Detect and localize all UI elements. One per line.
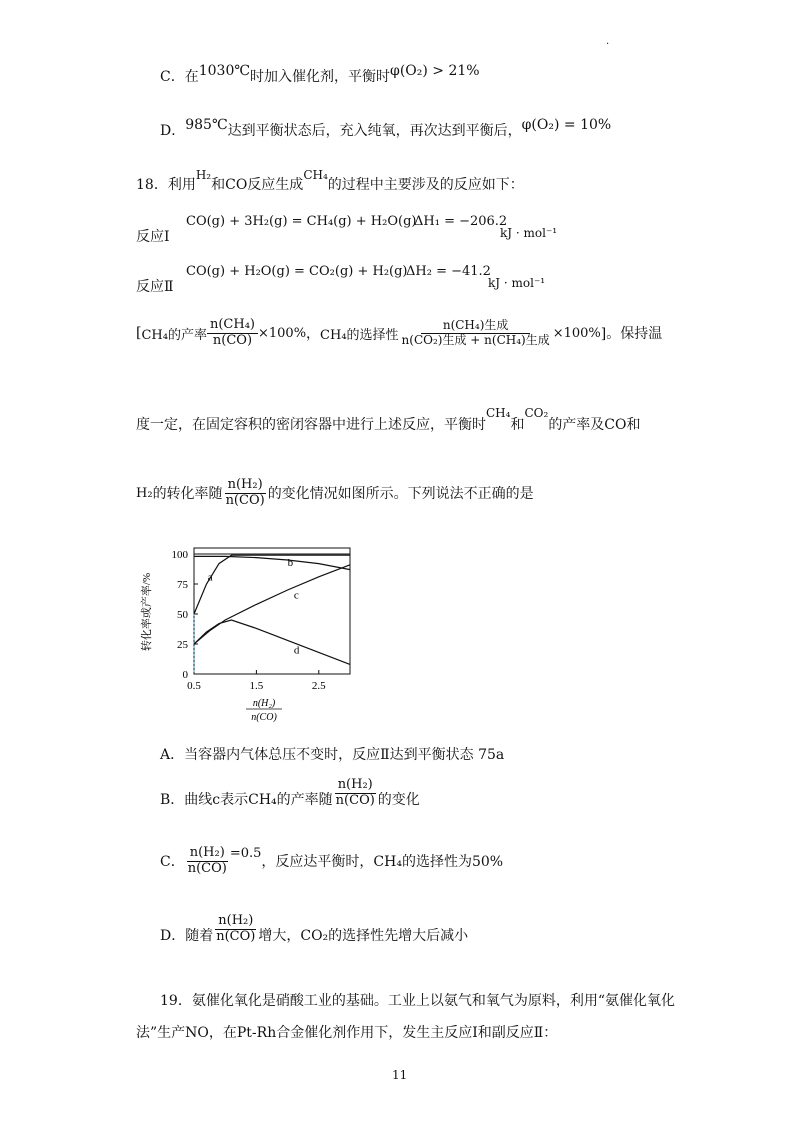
- q18-text2: 的过程中主要涉及的反应如下：: [327, 177, 524, 193]
- curves: [194, 555, 350, 664]
- y-tick-label: 100: [171, 549, 188, 561]
- reaction-2-label: 反应Ⅱ: [136, 279, 174, 295]
- option-c18-num: n(H₂): [187, 846, 228, 862]
- curve-label-b: b: [287, 557, 294, 569]
- option-d18-fraction: [213, 914, 258, 945]
- curve-c: [194, 565, 350, 644]
- y-tick-label: 25: [177, 639, 188, 651]
- option-d18-num: n(H₂): [215, 914, 256, 930]
- option-c18-label: C．: [160, 854, 185, 871]
- x-axis-ticks: [187, 670, 326, 692]
- page-mark: .: [606, 36, 610, 47]
- y-tick-label: 75: [177, 579, 188, 591]
- line2-ch4: CH₄: [486, 406, 511, 420]
- yield-numerator: n(CH₄): [207, 318, 258, 334]
- selectivity-times: ×100%: [552, 325, 601, 341]
- line3-fraction: [223, 478, 268, 509]
- def-close: ]。保持温: [600, 326, 663, 343]
- ch4-selectivity-fraction: [399, 319, 553, 348]
- option-d-temp: 985℃: [185, 117, 228, 133]
- h2-formula: H₂: [195, 168, 212, 182]
- q18-intro: [136, 168, 524, 194]
- option-a: A．当容器内气体总压不变时，反应Ⅱ达到平衡状态 75a: [160, 747, 505, 763]
- line2-and: 和: [510, 417, 525, 433]
- option-b: [160, 778, 420, 809]
- selectivity-denominator: n(CO₂)生成 + n(CH₄)生成: [401, 332, 550, 347]
- page-number: 11: [392, 1068, 408, 1082]
- ch4-formula: CH₄: [303, 168, 328, 182]
- x-tick-label: 1.5: [249, 680, 264, 692]
- line3-frac-den: n(CO): [225, 492, 265, 508]
- y-axis-label: 转化率或产率/%: [141, 572, 153, 652]
- def-comma: ，: [306, 326, 321, 343]
- reaction-1-unit: kJ · mol⁻¹: [500, 226, 558, 240]
- conversion-yield-chart: [138, 540, 368, 730]
- curve-d: [194, 620, 350, 664]
- x-axis-label-den: n(CO): [251, 712, 277, 723]
- option-b-den: n(CO): [335, 792, 375, 808]
- option-d18-den: n(CO): [216, 928, 256, 944]
- option-c18-val: =0.5: [229, 845, 262, 861]
- option-c18-den: n(CO): [187, 860, 227, 876]
- q17-option-c: [160, 63, 480, 86]
- ch4-yield-fraction: [207, 318, 258, 349]
- reaction-2-unit: kJ · mol⁻¹: [488, 276, 546, 290]
- yield-denominator: n(CO): [212, 332, 253, 348]
- option-d18-text: 增大，CO₂的选择性先增大后减小: [258, 927, 469, 944]
- line3-h2: H₂: [136, 485, 153, 501]
- option-b-num: n(H₂): [335, 778, 376, 794]
- curve-a: [194, 555, 350, 614]
- option-c-label: C．在: [160, 69, 199, 85]
- curve-labels: [208, 557, 300, 657]
- reaction-1-dh: ΔH₁ = −206.2: [414, 214, 508, 229]
- option-c18-fraction: [185, 846, 230, 877]
- curve-b: [194, 556, 350, 569]
- option-d-label: D．: [160, 123, 186, 139]
- y-tick-label: 0: [182, 669, 188, 681]
- reaction-1-equation: CO(g) + 3H₂(g) = CH₄(g) + H₂O(g): [186, 214, 417, 229]
- line2-text2: 的产率及CO和: [548, 417, 641, 433]
- option-c: [160, 846, 503, 877]
- curve-label-d: d: [293, 644, 300, 657]
- option-c-text: 时加入催化剂，平衡时: [250, 69, 391, 85]
- definition-line: [136, 318, 662, 349]
- x-axis-label-num: n(H₂): [252, 698, 276, 709]
- curve-label-c: c: [293, 589, 299, 602]
- ch4-yield-label: CH₄的产率: [141, 327, 207, 343]
- reaction-1-label: 反应Ⅰ: [136, 229, 170, 245]
- reaction-2-equation: CO(g) + H₂O(g) = CO₂(g) + H₂(g): [186, 264, 408, 279]
- line3-text1: 的转化率随: [152, 486, 223, 503]
- option-c-formula: φ(O₂) > 21%: [390, 63, 480, 79]
- line3-frac-num: n(H₂): [225, 478, 266, 494]
- line3-text2: 的变化情况如图所示。下列说法不正确的是: [267, 486, 534, 503]
- ch4-selectivity-label: CH₄的选择性: [320, 327, 399, 343]
- reaction-2-dh: ΔH₂ = −41.2: [406, 264, 491, 279]
- q17-option-d: [160, 117, 612, 140]
- option-c-temp: 1030℃: [198, 63, 251, 79]
- option-d: [160, 914, 468, 945]
- q19-line1: 19．氨催化氧化是硝酸工业的基础。工业上以氨气和氧气为原料，利用“氨催化氧化: [160, 993, 675, 1009]
- selectivity-numerator: n(CH₄)生成: [421, 319, 531, 334]
- option-d18-label: D．随着: [160, 927, 214, 944]
- line2-co2: CO₂: [524, 406, 549, 420]
- q18-text1: 和CO反应生成: [211, 177, 304, 193]
- option-b-end: 的变化: [377, 791, 420, 808]
- option-d-text: 达到平衡状态后，充入纯氧，再次达到平衡后，: [227, 123, 522, 139]
- x-tick-label: 2.5: [311, 680, 326, 692]
- q18-number: 18．利用: [136, 177, 196, 193]
- option-c18-text: ，反应达平衡时，CH₄的选择性为50%: [261, 854, 504, 871]
- q18-line3: [136, 478, 534, 509]
- x-tick-label: 0.5: [187, 680, 201, 692]
- line2-text1: 度一定，在固定容积的密闭容器中进行上述反应，平衡时: [136, 417, 486, 433]
- curve-label-a: a: [207, 571, 213, 584]
- option-d-formula: φ(O₂) = 10%: [521, 117, 612, 133]
- def-open-bracket: [: [136, 325, 142, 342]
- option-b-fraction: [333, 778, 378, 809]
- yield-times: ×100%: [257, 325, 307, 341]
- q18-line2: [136, 406, 641, 434]
- q19-line2: 法”生产NO，在Pt-Rh合金催化剂作用下，发生主反应Ⅰ和副反应Ⅱ：: [136, 1025, 558, 1041]
- option-b-label: B．曲线c表示CH₄的产率随: [160, 791, 333, 808]
- y-tick-label: 50: [177, 609, 188, 621]
